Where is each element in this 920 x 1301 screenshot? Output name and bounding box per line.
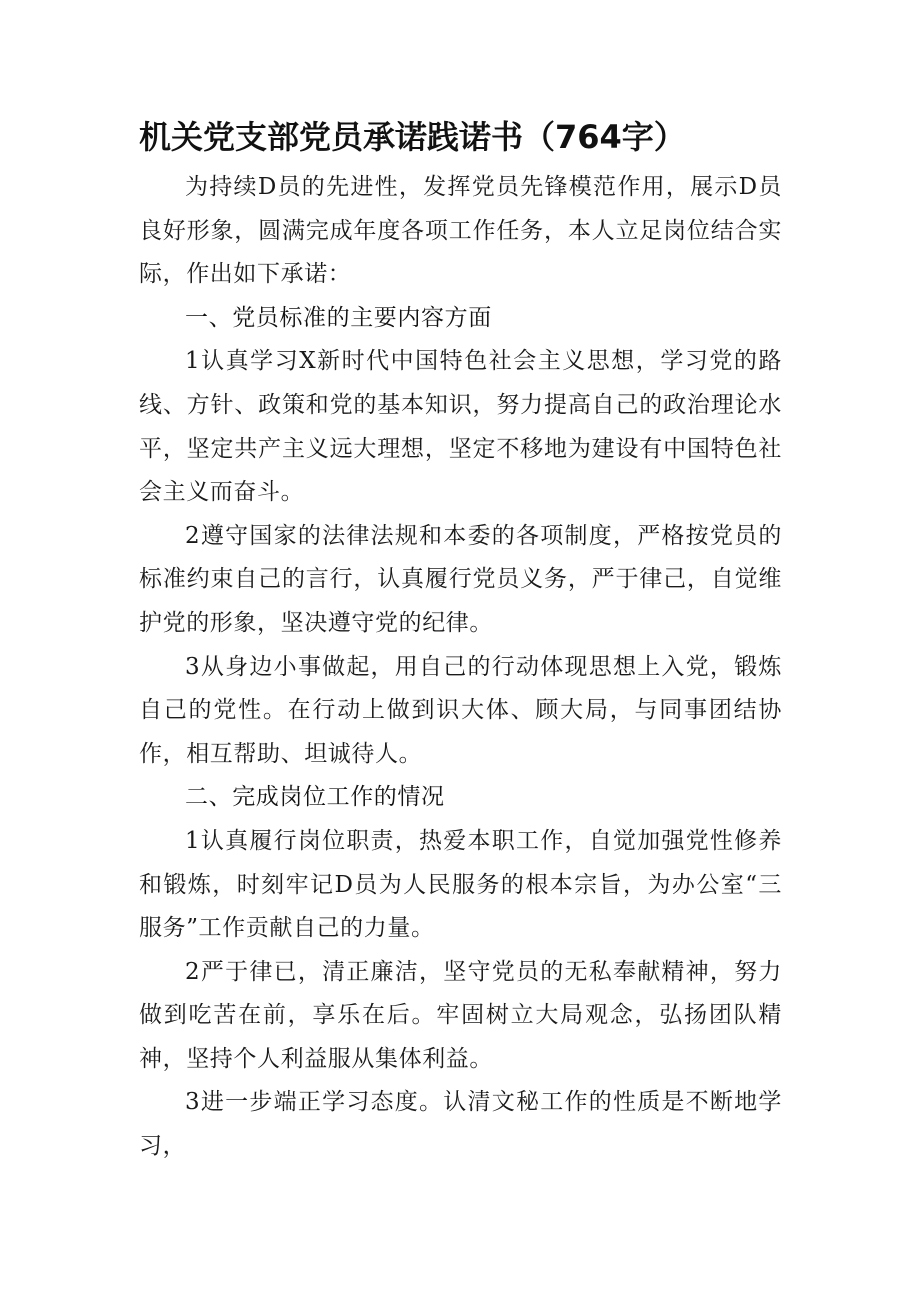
intro-paragraph: 为持续D员的先进性，发挥党员先锋模范作用，展示D员良好形象，圆满完成年度各项工作任务，本人立足岗位结合实际，作出如下承诺： xyxy=(139,174,782,288)
section-1-item-3: 3从身边小事做起，用自己的行动体现思想上入党，锻炼自己的党性。在行动上做到识大体、顾大局，与同事团结协作，相互帮助、坦诚待人。 xyxy=(139,653,782,767)
section-2-item-2: 2严于律已，清正廉洁，坚守党员的无私奉献精神，努力做到吃苦在前，享乐在后。牢固树立大局观念，弘扬团队精神，坚持个人利益服从集体利益。 xyxy=(139,958,782,1072)
section-2-item-3: 3进一步端正学习态度。认清文秘工作的性质是不断地学习， xyxy=(139,1089,782,1160)
section-1-item-1: 1认真学习X新时代中国特色社会主义思想，学习党的路线、方针、政策和党的基本知识，努力提高自己的政治理论水平，坚定共产主义远大理想，坚定不移地为建设有中国特色社会主义而奋斗。 xyxy=(139,348,782,506)
section-heading-1: 一、党员标准的主要内容方面 xyxy=(185,304,492,331)
section-heading-2: 二、完成岗位工作的情况 xyxy=(185,784,445,811)
section-1-item-2: 2遵守国家的法律法规和本委的各项制度，严格按党员的标准约束自己的言行，认真履行党员义务，严于律己，自觉维护党的形象，坚决遵守党的纪律。 xyxy=(139,522,782,636)
document-title: 机关党支部党员承诺践诺书（764字） xyxy=(139,118,686,156)
document-body xyxy=(139,112,782,1169)
section-2-item-1: 1认真履行岗位职责，热爱本职工作，自觉加强党性修养和锻炼，时刻牢记D员为人民服务的根本宗旨，为办公室“三服务”工作贡献自己的力量。 xyxy=(139,827,782,942)
